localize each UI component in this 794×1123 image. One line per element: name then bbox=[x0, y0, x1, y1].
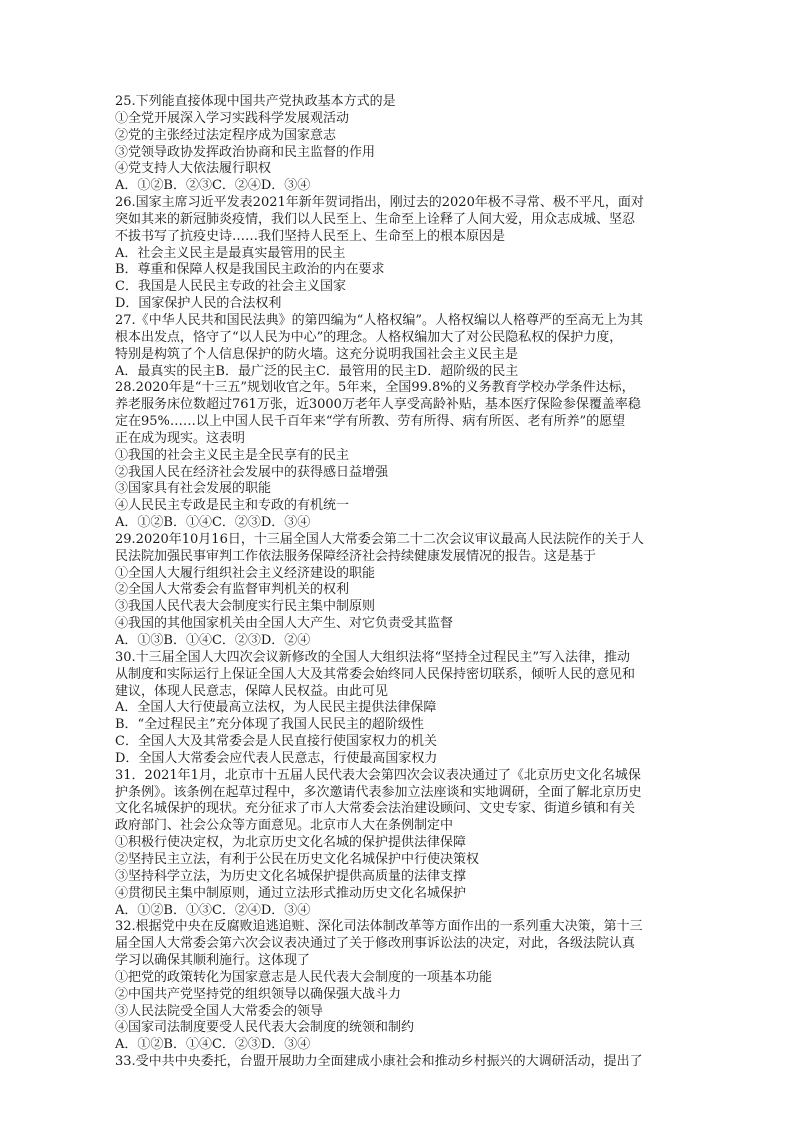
text-line: ①我国的社会主义民主是全民享有的民主 bbox=[115, 447, 350, 463]
text-line: ①把党的政策转化为国家意志是人民代表大会制度的一项基本功能 bbox=[115, 969, 493, 985]
text-line: 不拔书写了抗疫史诗……我们坚持人民至上、生命至上的根本原因是 bbox=[115, 228, 506, 244]
text-line: 养老服务床位数超过761万张，近3000万老年人享受高龄补贴，基本医疗保险参保覆盖率稳 bbox=[115, 397, 641, 413]
text-line: 突如其来的新冠肺炎疫情，我们以人民至上、生命至上诠释了人间大爱，用众志成城、坚忍 bbox=[115, 211, 636, 227]
text-line: 32.根据党中央在反腐败追逃追赃、深化司法体制改革等方面作出的一系列重大决策，第十三 bbox=[115, 919, 643, 935]
text-line: 30.十三届全国人大四次会议新修改的全国人大组织法将“坚持全过程民主”写入法律，推动 bbox=[115, 649, 630, 665]
text-line: D．全国人大常委会应代表人民意志，行使最高国家权力 bbox=[115, 750, 438, 766]
text-line: ②中国共产党坚持党的组织领导以确保强大战斗力 bbox=[115, 986, 402, 1002]
text-line: 33.受中共中央委托，台盟开展助力全面建成小康社会和推动乡村振兴的大调研活动，提出了 bbox=[115, 1054, 643, 1070]
text-line: 学习以确保其顺利施行。这体现了 bbox=[115, 953, 311, 969]
text-line: B．“全过程民主”充分体现了我国人民民主的超阶级性 bbox=[115, 717, 424, 733]
text-line: ③我国人民代表大会制度实行民主集中制原则 bbox=[115, 599, 376, 615]
text-line: B．尊重和保障人权是我国民主政治的内在要求 bbox=[115, 262, 385, 278]
text-line: ①全党开展深入学习实践科学发展观活动 bbox=[115, 110, 350, 126]
text-line: 特别是构筑了个人信息保护的防火墙。这充分说明我国社会主义民主是 bbox=[115, 346, 519, 362]
text-line: ①全国人大履行组织社会主义经济建设的职能 bbox=[115, 565, 376, 581]
text-line: A．①②B．①④C．②③D．③④ bbox=[115, 1037, 311, 1053]
text-line: ④贯彻民主集中制原则，通过立法形式推动历史文化名城保护 bbox=[115, 885, 467, 901]
text-line: A．社会主义民主是最真实最管用的民主 bbox=[115, 245, 346, 261]
text-line: C．我国是人民民主专政的社会主义国家 bbox=[115, 279, 346, 295]
text-line: ④党支持人大依法履行职权 bbox=[115, 161, 272, 177]
text-line: 定在95%……以上中国人民千百年来“学有所教、劳有所得、病有所医、老有所养”的愿望 bbox=[115, 414, 626, 430]
text-line: A．全国人大行使最高立法权，为人民民主提供法律保障 bbox=[115, 700, 437, 716]
text-line: 政府部门、社会公众等方面意见。北京市人大在条例制定中 bbox=[115, 818, 454, 834]
text-line: 文化名城保护的现状。充分征求了市人大常委会法治建设顾问、文史专家、街道乡镇和有关 bbox=[115, 801, 636, 817]
text-line: C．全国人大及其常委会是人民直接行使国家权力的机关 bbox=[115, 734, 437, 750]
text-line: 29.2020年10月16日，十三届全国人大常委会第二十二次会议审议最高人民法院作的关于人 bbox=[115, 531, 644, 547]
text-line: ④人民民主专政是民主和专政的有机统一 bbox=[115, 498, 350, 514]
text-line: 28.2020年是“十三五”规划收官之年。5年来，全国99.8%的义务教育学校办学条件达标， bbox=[115, 380, 635, 396]
text-line: 护条例》。该条例在起草过程中，多次邀请代表参加立法座谈和实地调研，全面了解北京历史 bbox=[115, 784, 642, 800]
text-line: 从制度和实际运行上保证全国人大及其常委会始终同人民保持密切联系，倾听人民的意见和 bbox=[115, 666, 636, 682]
text-line: ②党的主张经过法定程序成为国家意志 bbox=[115, 127, 337, 143]
text-line: ③坚持科学立法，为历史文化名城保护提供高质量的法律支撑 bbox=[115, 868, 467, 884]
text-line: ④国家司法制度要受人民代表大会制度的统领和制约 bbox=[115, 1020, 415, 1036]
text-line: 27.《中华人民共和国民法典》的第四编为“人格权编”。人格权编以人格尊严的至高无上为其 bbox=[115, 312, 643, 328]
text-line: ④我国的其他国家机关由全国人大产生、对它负责受其监督 bbox=[115, 616, 454, 632]
text-line: 届全国人大常委会第六次会议表决通过了关于修改刑事诉讼法的决定，对此，各级法院认真 bbox=[115, 936, 636, 952]
text-line: ③国家具有社会发展的职能 bbox=[115, 481, 272, 497]
text-line: 26.国家主席习近平发表2021年新年贺词指出，刚过去的2020年极不寻常、极不平凡，面对 bbox=[115, 195, 644, 211]
text-line: ②全国人大常委会有监督审判机关的权利 bbox=[115, 582, 350, 598]
text-line: ①积极行使决定权，为北京历史文化名城的保护提供法律保障 bbox=[115, 835, 467, 851]
text-line: 民法院加强民事审判工作依法服务保障经济社会持续健康发展情况的报告。这是基于 bbox=[115, 548, 597, 564]
text-line: 正在成为现实。这表明 bbox=[115, 430, 246, 446]
text-line: A．①②B．②③C．②④D．③④ bbox=[115, 178, 311, 194]
text-line: ②坚持民主立法，有利于公民在历史文化名城保护中行使决策权 bbox=[115, 851, 480, 867]
text-line: 建议，体现人民意志，保障人民权益。由此可见 bbox=[115, 683, 389, 699]
text-line: D．国家保护人民的合法权利 bbox=[115, 296, 282, 312]
text-line: A．①③B．①④C．②③D．②④ bbox=[115, 633, 311, 648]
text-line: 根本出发点，恪守了“以人民为中心”的理念。人格权编加大了对公民隐私权的保护力度， bbox=[115, 329, 623, 345]
text-line: ③人民法院受全国人大常委会的领导 bbox=[115, 1003, 324, 1019]
text-line: A．最真实的民主B．最广泛的民主C．最管用的民主D．超阶级的民主 bbox=[115, 363, 519, 379]
text-line: A．①②B．①③C．②④D．③④ bbox=[115, 902, 311, 918]
text-line: ③党领导政协发挥政治协商和民主监督的作用 bbox=[115, 144, 376, 160]
text-line: ②我国人民在经济社会发展中的获得感日益增强 bbox=[115, 464, 389, 480]
text-line: 25.下列能直接体现中国共产党执政基本方式的是 bbox=[115, 94, 396, 109]
text-line: 31．2021年1月，北京市十五届人民代表大会第四次会议表决通过了《北京历史文化名城保 bbox=[115, 767, 641, 783]
text-line: A．①②B．①④C．②③D．③④ bbox=[115, 515, 311, 531]
